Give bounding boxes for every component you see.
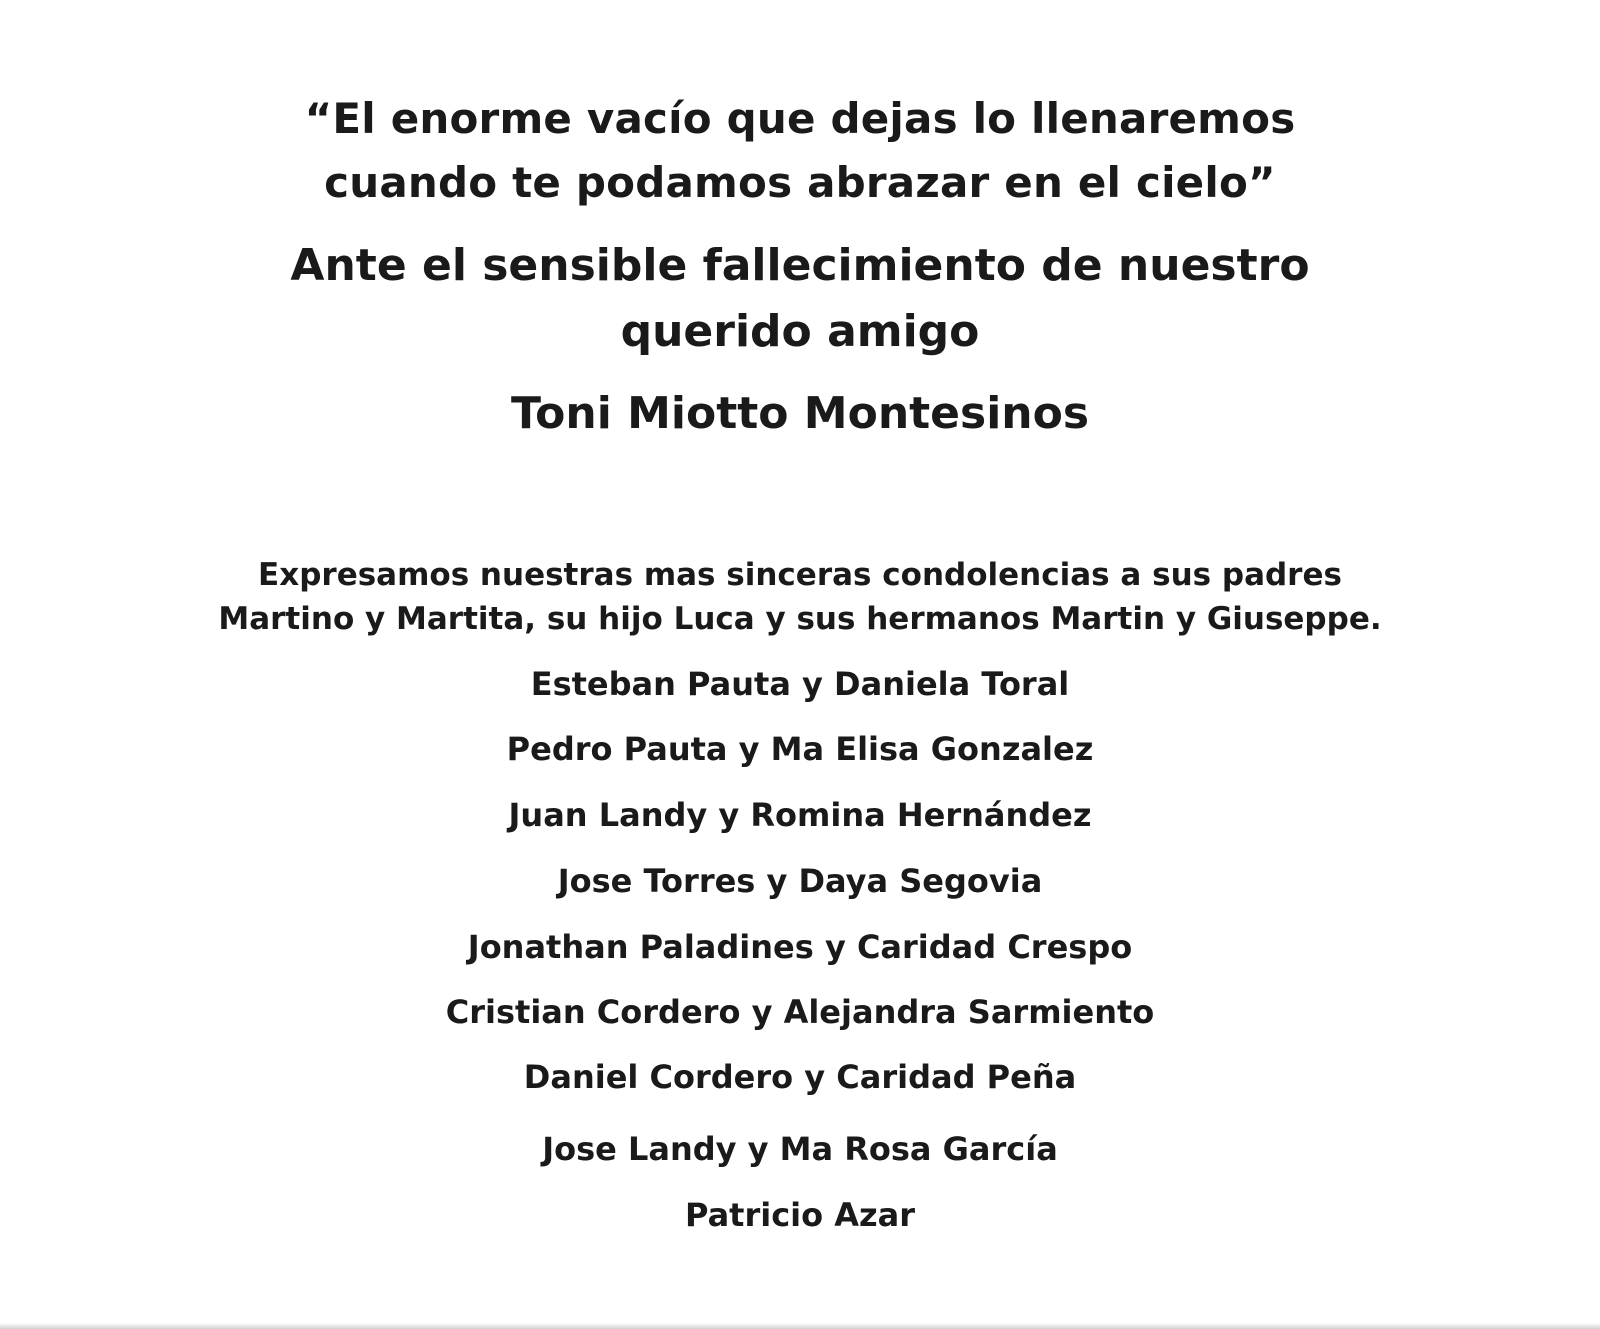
signer-4: Jose Torres y Daya Segovia bbox=[557, 862, 1043, 900]
deceased-name: Toni Miotto Montesinos bbox=[510, 388, 1090, 439]
signer-9: Patricio Azar bbox=[684, 1196, 916, 1234]
signer-3: Juan Landy y Romina Hernández bbox=[508, 796, 1092, 834]
signer-1: Esteban Pauta y Daniela Toral bbox=[530, 665, 1070, 703]
signer-5: Jonathan Paladines y Caridad Crespo bbox=[467, 928, 1133, 966]
quote-line-2: cuando te podamos abrazar en el cielo” bbox=[324, 158, 1276, 207]
signer-8: Jose Landy y Ma Rosa García bbox=[542, 1130, 1058, 1168]
bottom-edge-shadow bbox=[0, 1323, 1600, 1329]
condolence-line-2: Martino y Martita, su hijo Luca y sus hermanos Martin y Giuseppe. bbox=[218, 601, 1382, 637]
quote-line-1: “El enorme vacío que dejas lo llenaremos bbox=[304, 94, 1296, 143]
signer-2: Pedro Pauta y Ma Elisa Gonzalez bbox=[506, 730, 1094, 768]
signer-7: Daniel Cordero y Caridad Peña bbox=[523, 1058, 1077, 1096]
condolence-line-1: Expresamos nuestras mas sinceras condolencias a sus padres bbox=[258, 557, 1342, 593]
announcement-line-1: Ante el sensible fallecimiento de nuestro bbox=[290, 240, 1310, 291]
announcement-line-2: querido amigo bbox=[620, 306, 980, 357]
signer-6: Cristian Cordero y Alejandra Sarmiento bbox=[445, 993, 1155, 1031]
